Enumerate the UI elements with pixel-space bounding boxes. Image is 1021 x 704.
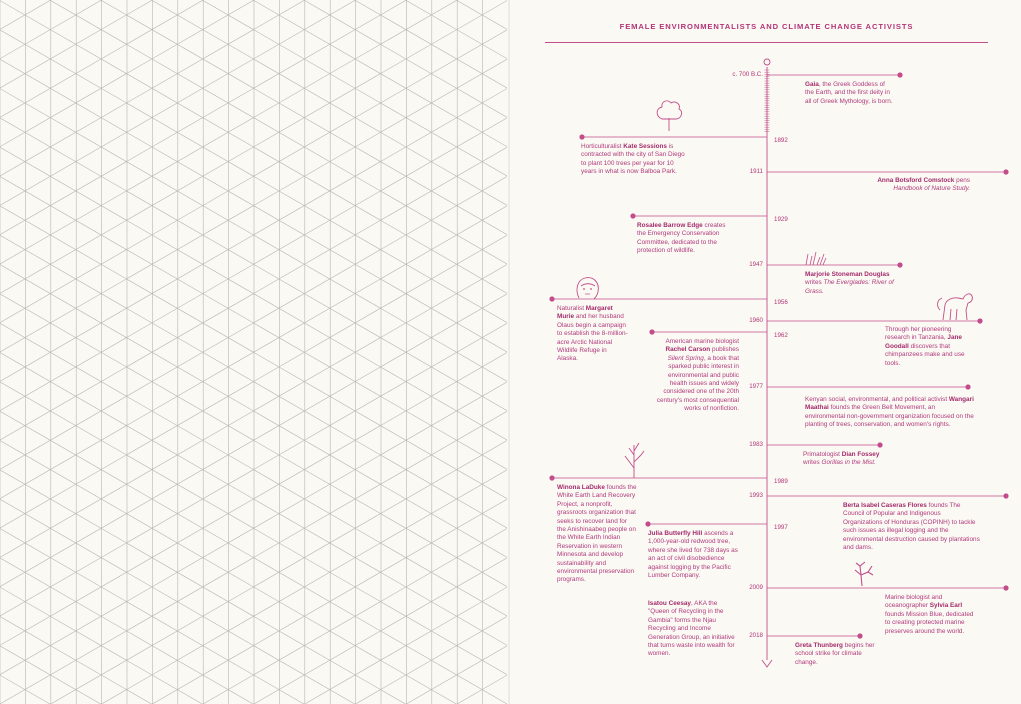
- event-text: writes: [803, 459, 822, 467]
- event-description: [885, 326, 965, 368]
- timeline-event-marker: [630, 213, 767, 218]
- event-person-name: Gaia: [805, 81, 819, 88]
- timeline-event-marker: [767, 442, 883, 447]
- event-description: [805, 81, 895, 106]
- event-year: 1993: [749, 492, 763, 499]
- timeline-end-arrow: [762, 660, 772, 667]
- event-person-name: Sylvia Earl: [929, 602, 963, 610]
- event-year: 1983: [749, 441, 763, 448]
- event-text: and her husband Olaus begin a campaign to establish the 8-million-acre Arctic National Wildlife Refuge in Alaska.: [557, 313, 628, 363]
- event-person-name: Dian Fossey: [841, 451, 880, 458]
- event-dot: [630, 213, 635, 218]
- timeline-event-marker: [549, 296, 767, 301]
- event-text: founds the White Earth Land Recovery Project, a nonprofit, grassroots organization that seeks to recover land for the Anishinaabeg people on the White Earth Indian Reservation in western Minnesota and develop sustainability and environmental preservation programs.: [557, 484, 637, 584]
- event-description: [870, 177, 970, 194]
- event-text: , a book that sparked public interest in environmental and public health issues and widely considered one of the 20th century's most consequential works of nonfiction.: [656, 354, 739, 413]
- event-text: Kenyan social, environmental, and political activist: [805, 396, 949, 403]
- event-year: 1962: [774, 332, 788, 339]
- event-dot: [549, 475, 554, 480]
- event-description: [557, 305, 629, 364]
- event-description: [805, 396, 975, 430]
- event-year: 1960: [749, 317, 763, 324]
- event-person-name: Rachel Carson: [665, 346, 711, 354]
- event-person-name: Margaret Murie: [557, 305, 613, 321]
- event-description: [803, 451, 883, 468]
- event-year: 1911: [749, 168, 763, 175]
- event-year: 1956: [774, 299, 788, 306]
- event-dot: [965, 384, 970, 389]
- event-text: Naturalist: [557, 305, 586, 312]
- event-year: 2018: [749, 632, 763, 639]
- event-dot: [897, 72, 902, 77]
- event-description: [656, 338, 739, 414]
- timeline-start-marker: [764, 59, 770, 65]
- event-person-name: Greta Thunberg: [795, 642, 843, 649]
- event-description: [885, 594, 975, 636]
- event-description: [637, 222, 727, 256]
- event-person-name: Julia Butterfly Hill: [648, 530, 703, 537]
- event-person-name: Kate Sessions: [623, 143, 667, 150]
- event-dot: [645, 521, 650, 526]
- event-year: 1892: [774, 137, 788, 144]
- timeline-event-marker: [549, 475, 767, 480]
- event-year: 2009: [749, 584, 763, 591]
- event-dot: [1003, 493, 1008, 498]
- event-text: publishes: [710, 346, 739, 354]
- event-person-name: Isatou Ceesay: [648, 600, 691, 607]
- event-year: 1929: [774, 216, 788, 223]
- event-text: founds The Council of Popular and Indigenous Organizations of Honduras (COPINH) to tackle such issues as illegal logging and the environmental destruction caused by plantations and dams.: [843, 502, 980, 552]
- event-description: [648, 600, 738, 659]
- event-year: 1989: [774, 478, 788, 485]
- event-text: creates the Emergency Conservation Committee, dedicated to the protection of wildlife.: [637, 222, 726, 255]
- event-text: Silent Spring: [667, 354, 704, 362]
- event-text: pens: [954, 177, 970, 184]
- page-title: FEMALE ENVIRONMENTALISTS AND CLIMATE CHANGE ACTIVISTS: [619, 22, 914, 31]
- event-person-name: Wangari Maathai: [805, 396, 974, 412]
- timeline-event-marker: [767, 633, 863, 638]
- timeline-event-marker: [649, 329, 767, 334]
- grass-icon: [806, 252, 826, 265]
- event-year: 1947: [749, 261, 763, 268]
- event-text: Primatologist: [803, 451, 842, 458]
- event-text: The Everglades: River of Grass.: [805, 279, 894, 295]
- event-dot: [977, 318, 982, 323]
- timeline-event-marker: [767, 72, 903, 77]
- event-text: Handbook of Nature Study.: [893, 185, 970, 193]
- event-person-name: Winona LaDuke: [557, 484, 605, 491]
- event-text: Through her pioneering research in Tanzania,: [885, 326, 952, 342]
- tree-icon: [657, 101, 681, 131]
- event-text: discovers that chimpanzees make and use tools.: [885, 342, 965, 367]
- event-year: 1977: [749, 383, 763, 390]
- event-text: ascends a 1,000-year-old redwood tree, where she lived for 738 days as an act of civil disobedience against logging by the Pacific Lumber Company.: [648, 530, 738, 580]
- event-person-name: Rosalee Barrow Edge: [637, 222, 703, 229]
- event-text: Gorillas in the Mist.: [821, 459, 876, 467]
- event-text: founds Mission Blue, dedicated to creating protected marine preserves around the world.: [885, 610, 974, 635]
- event-year: 1997: [774, 524, 788, 531]
- event-dot: [897, 262, 902, 267]
- event-text: , the Greek Goddess of the Earth, and the first deity in all of Greek Mythology, is born.: [805, 81, 893, 105]
- timeline-event-marker: [767, 585, 1009, 590]
- event-dot: [857, 633, 862, 638]
- event-text: Horticulturalist: [581, 143, 624, 150]
- event-text: Marine biologist and oceanographer: [885, 594, 943, 610]
- event-dot: [877, 442, 882, 447]
- plant-icon: [625, 443, 644, 478]
- event-dot: [1003, 585, 1008, 590]
- timeline-event-marker: [767, 493, 1009, 498]
- event-person-name: Jane Goodall: [885, 334, 962, 350]
- event-text: , AKA the "Queen of Recycling in the Gambia" forms the Njau Recycling and Income Generation Group, an initiative that turns waste into wealth for women.: [648, 600, 735, 658]
- event-text: begins her school strike for climate change.: [795, 642, 875, 666]
- event-dot: [649, 329, 654, 334]
- event-description: [648, 530, 738, 580]
- event-person-name: Marjorie Stoneman Douglas: [805, 271, 890, 278]
- event-person-name: Berta Isabel Caseras Flores: [843, 502, 927, 509]
- timeline-event-marker: [579, 134, 767, 139]
- event-description: [843, 502, 981, 552]
- coral-icon: [855, 562, 873, 586]
- event-year: c. 700 B.C.: [732, 71, 763, 78]
- chimpanzee-icon: [938, 294, 973, 320]
- event-description: [557, 484, 637, 585]
- event-person-name: Anna Botsford Comstock: [877, 177, 955, 184]
- event-dot: [1003, 169, 1008, 174]
- event-dot: [579, 134, 584, 139]
- timeline-event-marker: [767, 384, 971, 389]
- face-icon: [577, 278, 598, 299]
- timeline-event-marker: [767, 169, 1009, 174]
- timeline-event-marker: [767, 262, 903, 267]
- event-text: founds the Green Belt Movement, an environmental non-government organization focused on the planting of trees, conservation, and women's rights.: [805, 404, 974, 429]
- timeline-event-marker: [645, 521, 767, 526]
- event-text: American marine biologist: [665, 338, 739, 345]
- event-dot: [549, 296, 554, 301]
- event-text: is contracted with the city of San Diego to plant 100 trees per year for 10 years in what is now Balboa Park.: [581, 143, 685, 176]
- event-description: [581, 143, 691, 177]
- event-description: [795, 642, 880, 667]
- event-text: writes: [805, 279, 824, 287]
- event-description: [805, 271, 900, 296]
